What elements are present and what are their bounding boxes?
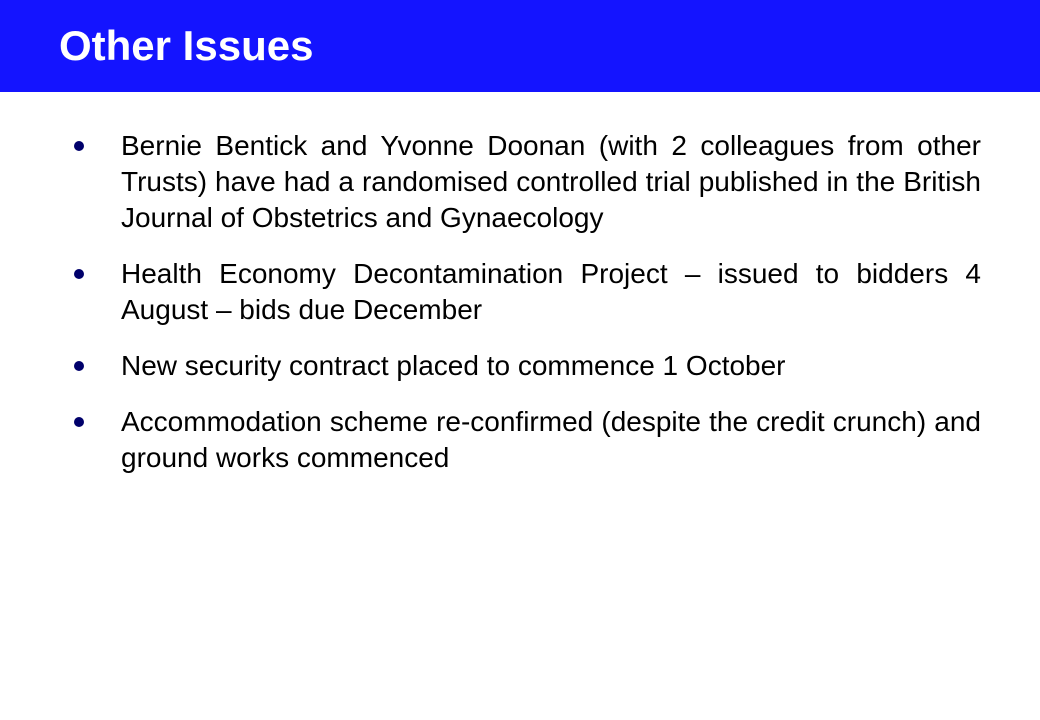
bullet-item — [0, 404, 1040, 476]
bullet-dot-icon — [74, 417, 84, 427]
bullet-text: New security contract placed to commence 1 October — [121, 350, 786, 381]
bullet-text: Bernie Bentick and Yvonne Doonan (with 2 colleagues from other Trusts) have had a randomised controlled trial published in the British Journal of Obstetrics and Gynaecology — [121, 130, 981, 233]
bullet-dot-icon — [74, 361, 84, 371]
bullet-text: Health Economy Decontamination Project – issued to bidders 4 August – bids due December — [121, 258, 981, 325]
bullet-dot-icon — [74, 269, 84, 279]
bullet-dot-icon — [74, 141, 84, 151]
bullet-item — [0, 128, 1040, 236]
bullet-list — [0, 128, 1040, 496]
bullet-item — [0, 348, 1040, 384]
title-bar — [0, 0, 1040, 92]
bullet-text: Accommodation scheme re-confirmed (despite the credit crunch) and ground works commenced — [121, 406, 981, 473]
bullet-item — [0, 256, 1040, 328]
slide-title: Other Issues — [59, 22, 314, 69]
